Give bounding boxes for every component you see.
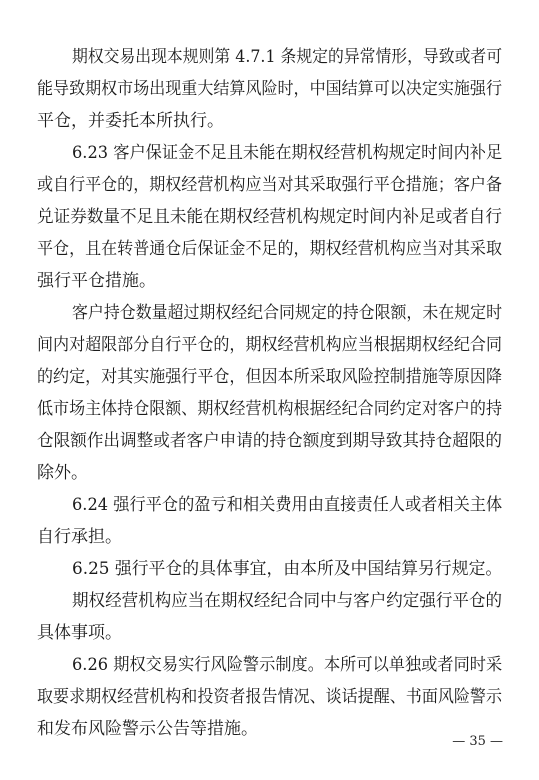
text-line — [0, 586, 539, 616]
line-text: 6.26 期权交易实行风险警示制度。本所可以单独或者同时采 — [72, 655, 503, 675]
line-text: 期权交易出现本规则第 4.7.1 条规定的异常情形，导致或者可 — [72, 47, 503, 67]
text-line — [0, 394, 539, 424]
text-line — [0, 330, 539, 360]
line-text: 自行承担。 — [37, 527, 122, 547]
text-line — [0, 426, 539, 456]
line-text: 6.23 客户保证金不足且未能在期权经营机构规定时间内补足 — [72, 143, 503, 163]
text-line — [0, 490, 539, 520]
text-line — [0, 458, 539, 488]
line-text: 6.25 强行平仓的具体事宜，由本所及中国结算另行规定。 — [72, 559, 503, 579]
text-line — [0, 202, 539, 232]
line-text: 平仓，且在转普通仓后保证金不足的，期权经营机构应当对其采取 — [37, 239, 502, 259]
text-line — [0, 298, 539, 328]
text-line — [0, 522, 539, 552]
text-line — [0, 106, 539, 136]
line-text: 仓限额作出调整或者客户申请的持仓额度到期导致其持仓超限的 — [37, 431, 503, 451]
text-line — [0, 682, 539, 712]
line-text: 间内对超限部分自行平仓的，期权经营机构应当根据期权经纪合同 — [37, 335, 502, 355]
line-text: 强行平仓措施。 — [37, 271, 156, 291]
line-text: 取要求期权经营机构和投资者报告情况、谈话提醒、书面风险警示 — [37, 687, 502, 707]
text-line — [0, 170, 539, 200]
line-text: 除外。 — [37, 463, 88, 483]
text-line — [0, 618, 539, 648]
line-text: 6.24 强行平仓的盈亏和相关费用由直接责任人或者相关主体 — [72, 495, 503, 515]
text-line — [0, 362, 539, 392]
page-number: — 35 — — [452, 734, 503, 749]
line-text: 的约定，对其实施强行平仓，但因本所采取风险控制措施等原因降 — [37, 367, 502, 387]
text-line — [0, 234, 539, 264]
text-line — [0, 42, 539, 72]
line-text: 或自行平仓的，期权经营机构应当对其采取强行平仓措施；客户备 — [37, 175, 502, 195]
line-text: 期权经营机构应当在期权经纪合同中与客户约定强行平仓的 — [72, 591, 503, 611]
text-line — [0, 266, 539, 296]
text-line — [0, 138, 539, 168]
line-text: 低市场主体持仓限额、期权经营机构根据经纪合同约定对客户的持 — [37, 399, 502, 419]
line-text: 客户持仓数量超过期权经纪合同规定的持仓限额，未在规定时 — [72, 303, 502, 323]
text-line — [0, 74, 539, 104]
line-text: 和发布风险警示公告等措施。 — [37, 719, 258, 739]
line-text: 能导致期权市场出现重大结算风险时，中国结算可以决定实施强行 — [37, 79, 502, 99]
text-line — [0, 554, 539, 584]
line-text: 平仓，并委托本所执行。 — [37, 111, 224, 131]
line-text: 兑证券数量不足且未能在期权经营机构规定时间内补足或者自行 — [37, 207, 503, 227]
text-line — [0, 650, 539, 680]
line-text: 具体事项。 — [37, 623, 122, 643]
